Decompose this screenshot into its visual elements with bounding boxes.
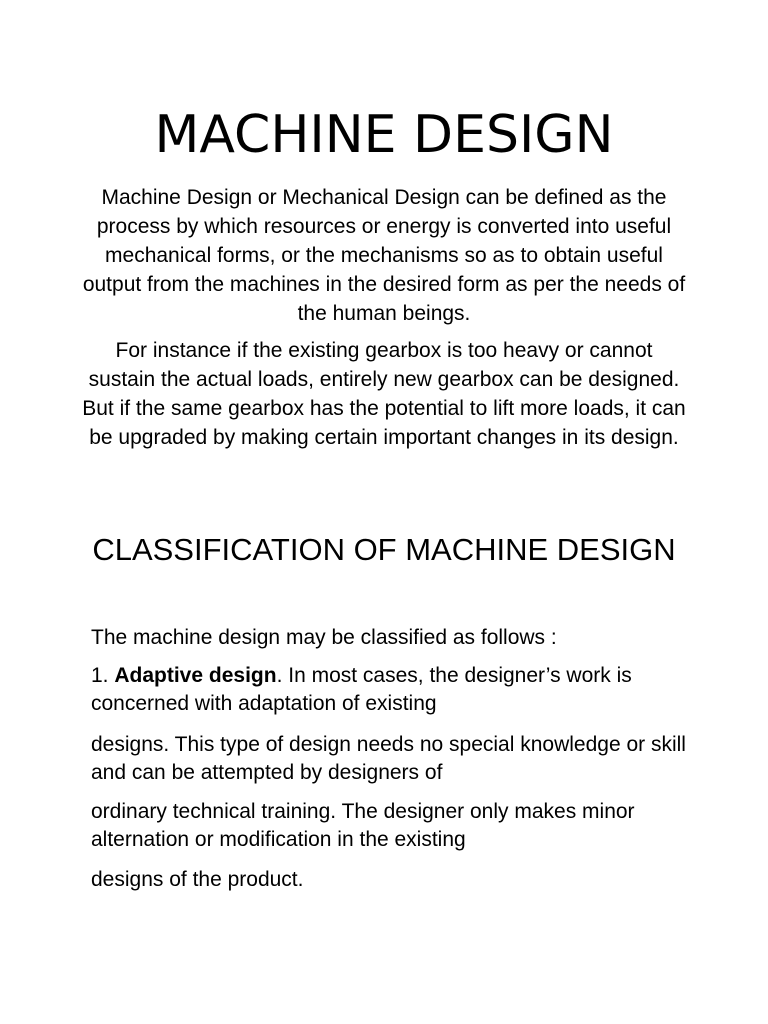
list-number: 1.	[91, 664, 115, 687]
intro-paragraph: Machine Design or Mechanical Design can be defined as the process by which resources or energy is converted into useful mechanical forms, or the mechanisms so as to obtain useful output from the machines in the desired form as per the needs of the human beings.	[82, 186, 686, 325]
adaptive-design-paragraph	[91, 662, 687, 718]
classification-intro: The machine design may be classified as follows :	[91, 626, 557, 649]
adaptive-design-term: Adaptive design	[114, 664, 277, 687]
example-paragraph: For instance if the existing gearbox is too heavy or cannot sustain the actual loads, entirely new gearbox can be designed. But if the same gearbox has the potential to lift more loads, it can be upgraded by making certain important changes in its design.	[82, 339, 686, 449]
classification-heading: CLASSIFICATION OF MACHINE DESIGN	[92, 532, 676, 567]
page-title: MACHINE DESIGN	[154, 105, 614, 165]
continuation-paragraph-3: designs of the product.	[91, 868, 304, 891]
continuation-paragraph-1: designs. This type of design needs no special knowledge or skill and can be attempted by designers of	[91, 733, 686, 784]
continuation-paragraph-2: ordinary technical training. The designer only makes minor alternation or modification in the existing	[91, 800, 635, 851]
adaptive-design-text: . In most cases, the designer’s work is concerned with adaptation of existing	[91, 664, 632, 715]
